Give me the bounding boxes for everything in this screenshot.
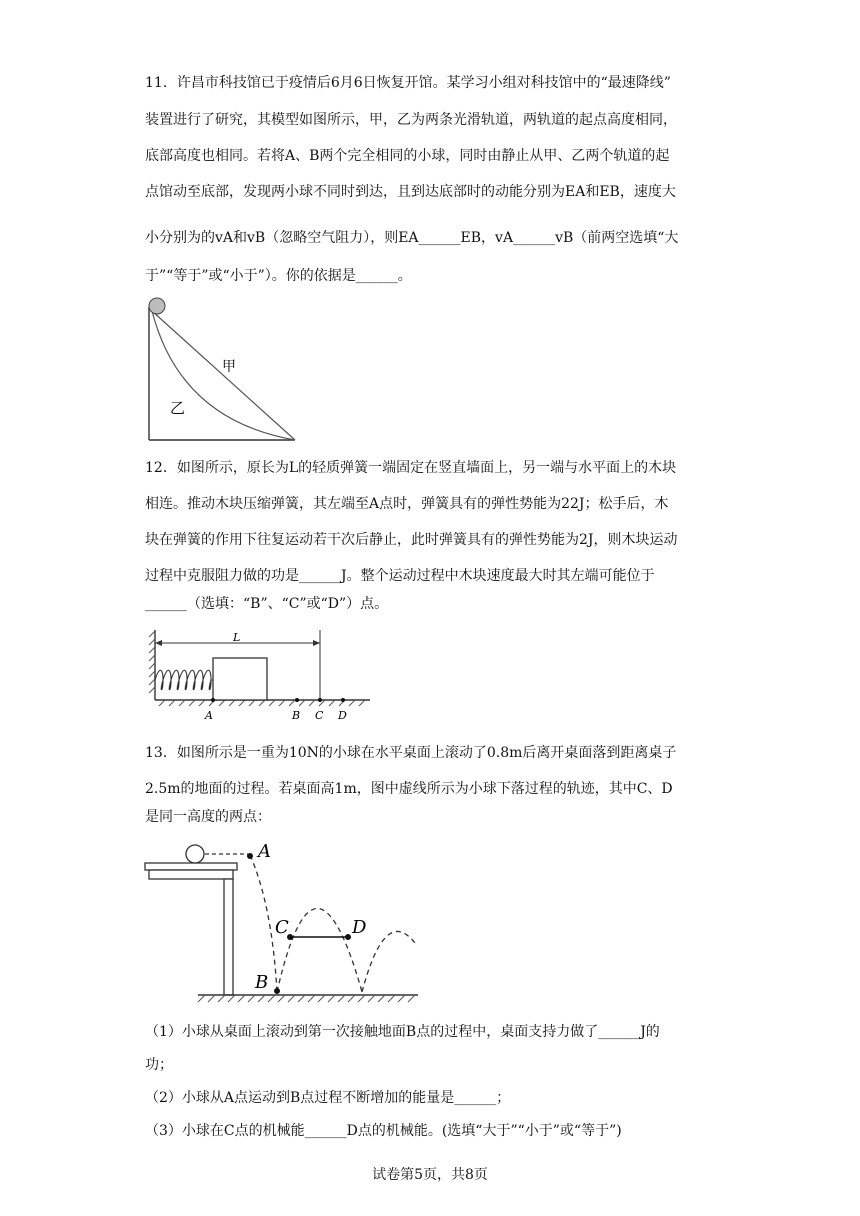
q13-sub-2: （2）小球从A点运动到B点过程不断增加的能量是______； (145, 1090, 511, 1106)
q12-label-L: L (233, 631, 241, 644)
q12-figure (145, 625, 385, 725)
q13-line-2: 2.5m的地面的过程。若桌面高1m，图中虚线所示为小球下落过程的轨迹，其中C、D (145, 781, 673, 797)
q11-line-6: 于”“等于”或“小于”）。你的依据是______。 (145, 268, 412, 284)
q11-label-jia: 甲 (222, 358, 236, 374)
q12-line-4: 过程中克服阻力做的功是______J。整个运动过程中木块速度最大时其左端可能位于 (145, 568, 655, 584)
q13-sub-3: （3）小球在C点的机械能______D点的机械能。(选填“大于”“小于”或“等于”) (145, 1123, 622, 1139)
q13-figure (140, 835, 430, 1010)
page-footer: 试卷第5页，共8页 (372, 1167, 488, 1183)
q12-line-2: 相连。推动木块压缩弹簧，其左端至A点时，弹簧具有的弹性势能为22J；松手后，木 (145, 496, 669, 512)
q11-label-yi: 乙 (170, 400, 186, 417)
q12-label-A: A (205, 709, 213, 722)
q13-line-1: 13．如图所示是一重为10N的小球在水平桌面上滚动了0.8m后离开桌面落到距离桌子 (145, 745, 677, 761)
q12-label-B: B (292, 709, 301, 722)
q13-label-C: C (275, 917, 289, 938)
q13-line-3: 是同一高度的两点： (145, 809, 271, 825)
q11-line-2: 装置进行了研究，其模型如图所示，甲，乙为两条光滑轨道，两轨道的起点高度相同， (145, 112, 677, 128)
q12-label-D: D (338, 709, 347, 722)
q13-sub-1: （1）小球从桌面上滚动到第一次接触地面B点的过程中，桌面支持力做了______J的 (145, 1024, 660, 1040)
q13-label-A: A (258, 841, 271, 862)
q12-line-1: 12．如图所示，原长为L的轻质弹簧一端固定在竖直墙面上，另一端与水平面上的木块 (145, 460, 677, 476)
q13-sub-1-cont: 功； (145, 1057, 173, 1073)
q11-line-5: 小分别为的vA和vB（忽略空气阻力），则EA______EB，vA______vB（前两空选填“大 (145, 230, 679, 246)
q13-label-D: D (352, 917, 367, 938)
q11-line-1: 11．许昌市科技馆已于疫情后6月6日恢复开馆。某学习小组对科技馆中的“最速降线” (145, 75, 671, 91)
q12-label-C: C (315, 709, 324, 722)
q12-line-5: ______（选填：“B”、“C”或“D”）点。 (145, 596, 389, 612)
q11-line-4: 点馆动至底部，发现两小球不同时到达，且到达底部时的动能分别为EA和EB，速度大 (145, 184, 676, 200)
q12-line-3: 块在弹簧的作用下往复运动若干次后静止，此时弹簧具有的弹性势能为2J，则木块运动 (145, 532, 678, 548)
q11-line-3: 底部高度也相同。若将A、B两个完全相同的小球，同时由静止从甲、乙两个轨道的起 (145, 148, 670, 164)
q13-label-B: B (255, 972, 269, 993)
q11-figure (140, 295, 310, 445)
